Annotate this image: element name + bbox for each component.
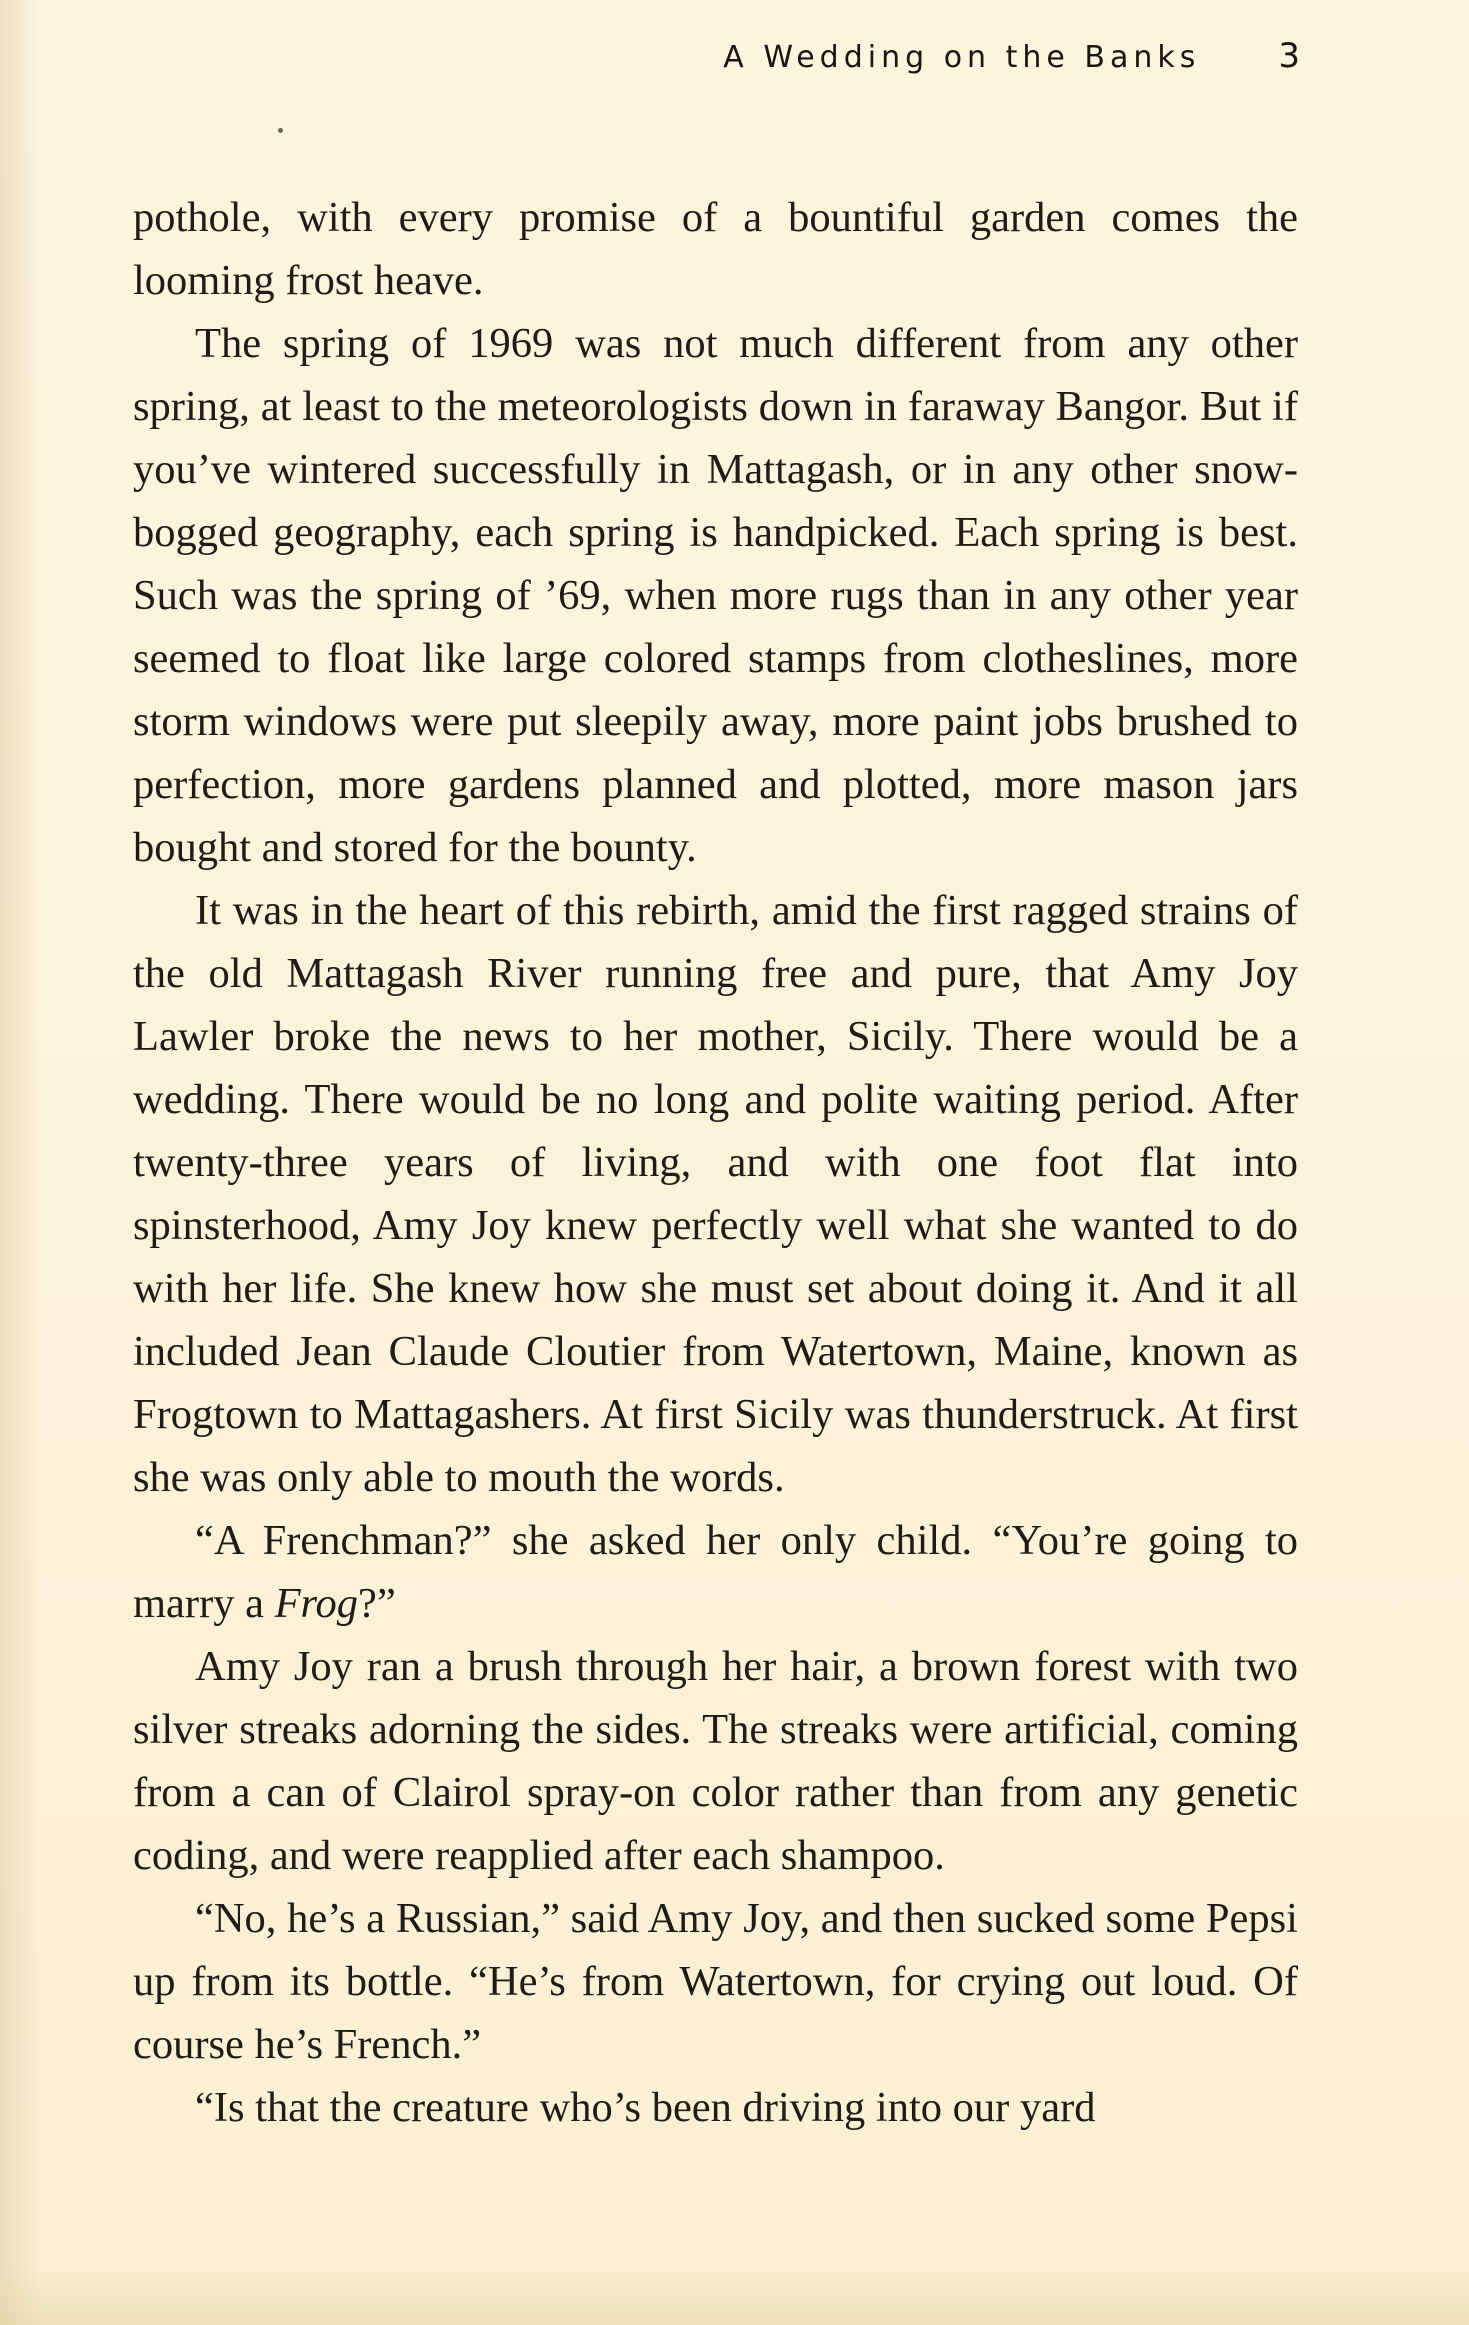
paragraph-4-italic: Frog — [274, 1580, 359, 1627]
paragraph-5: Amy Joy ran a brush through her hair, a brown forest with two silver streaks adorning the sides. The streaks were artificial, coming from a can of Clairol spray-on color rather than from any genetic coding, and were reapplied after each shampoo. — [133, 1643, 1298, 1879]
paragraph-1: pothole, with every promise of a bountiful garden comes the looming frost heave. — [133, 194, 1298, 304]
paragraph-3: It was in the heart of this rebirth, amid the first ragged strains of the old Mattagash River running free and pure, that Amy Joy Lawler broke the news to her mother, Sicily. There would be a wedding. There would be no long and polite waiting period. After twenty-three years of living, and with one foot flat into spinsterhood, Amy Joy knew perfectly well what she wanted to do with her life. She knew how she must set about doing it. And it all included Jean Claude Cloutier from Watertown, Maine, known as Frogtown to Mattagashers. At first Sicily was thunderstruck. At first she was only able to mouth the words. — [133, 887, 1298, 1501]
paragraph-2: The spring of 1969 was not much different from any other spring, at least to the meteorologists down in faraway Bangor. But if you’ve wintered successfully in Mattagash, or in any other snow-bogged geography, each spring is handpicked. Each spring is best. Such was the spring of ’69, when more rugs than in any other year seemed to float like large colored stamps from clotheslines, more storm windows were put sleepily away, more paint jobs brushed to perfection, more gardens planned and plotted, more mason jars bought and stored for the bounty. — [133, 320, 1298, 871]
paragraph-6: “No, he’s a Russian,” said Amy Joy, and then sucked some Pepsi up from its bottle. “He’s from Watertown, for crying out loud. Of course he’s French.” — [133, 1895, 1298, 2068]
bottom-edge-shadow — [0, 2265, 1469, 2325]
paragraph-7: “Is that the creature who’s been driving into our yard — [195, 2084, 1096, 2131]
gutter-shadow — [0, 0, 40, 2325]
paragraph-4 — [133, 1509, 1298, 1635]
paragraph-4-text: “A Frenchman?” she asked her only child. “You’re going to marry a — [133, 1517, 1298, 1627]
print-speck — [278, 128, 283, 133]
paragraph-4-end: ?” — [358, 1580, 396, 1627]
page-number: 3 — [1278, 36, 1300, 76]
running-head-title: A Wedding on the Banks — [723, 40, 1201, 75]
running-head — [600, 36, 1300, 76]
body-text — [133, 186, 1298, 2139]
